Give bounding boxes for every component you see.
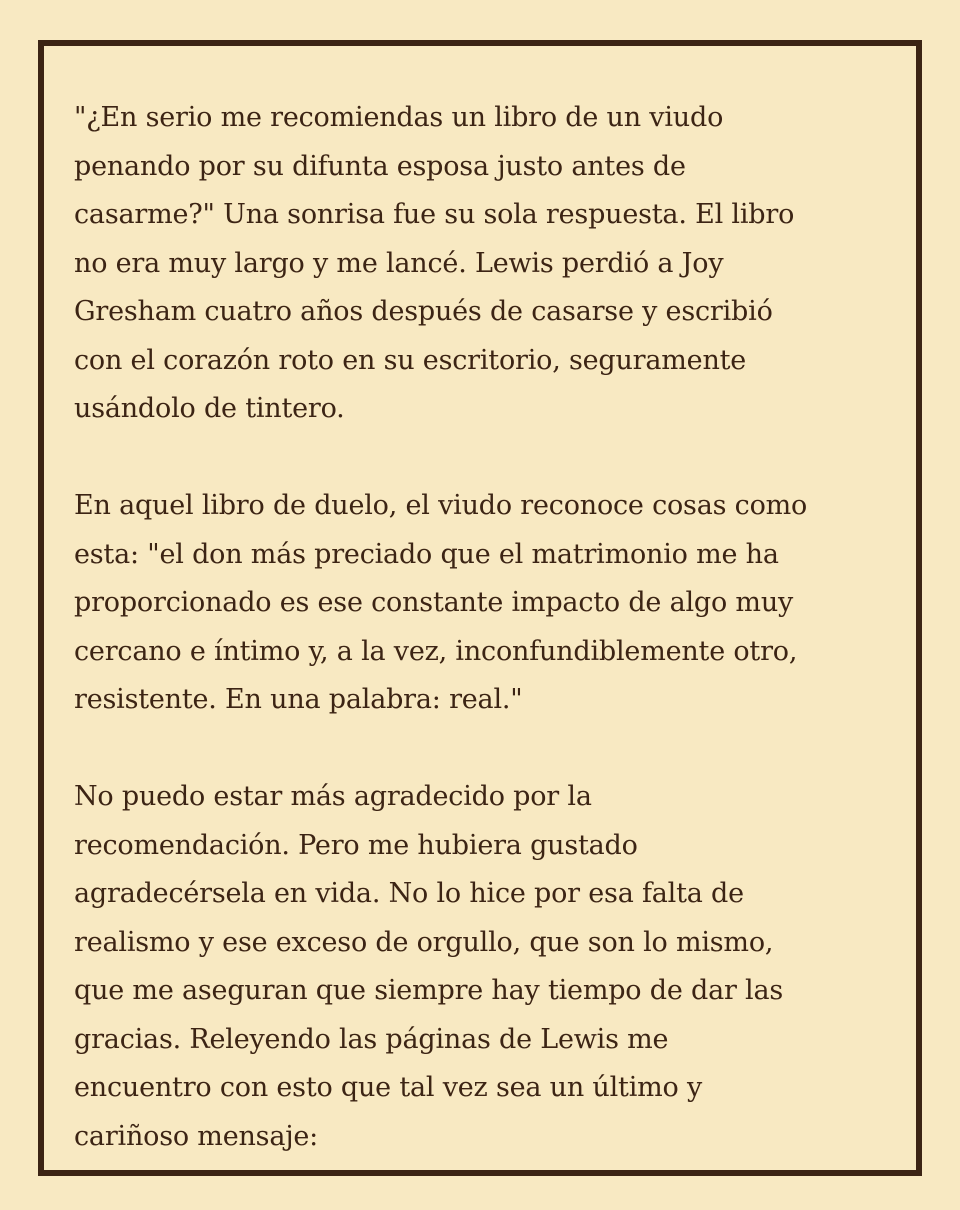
text-line: con el corazón roto en su escritorio, seguramente — [74, 344, 747, 376]
text-line: No puedo estar más agradecido por la — [74, 781, 592, 812]
text-line: cariñoso mensaje: — [74, 1120, 319, 1152]
text-line: esta: "el don más preciado que el matrimonio me ha — [74, 538, 779, 570]
paragraph-1 — [74, 94, 904, 434]
text-line: En aquel libro de duelo, el viudo reconoce cosas como — [74, 490, 808, 521]
text-line: "¿En serio me recomiendas un libro de un viudo — [74, 102, 724, 133]
text-line: casarme?" Una sonrisa fue su sola respuesta. El libro — [74, 199, 795, 230]
text-line: Gresham cuatro años después de casarse y escribió — [74, 296, 773, 327]
text-line: no era muy largo y me lancé. Lewis perdió a Joy — [74, 247, 724, 279]
text-line: resistente. En una palabra: real." — [74, 684, 523, 715]
text-line: realismo y ese exceso de orgullo, que son lo mismo, — [74, 926, 774, 958]
text-line: recomendación. Pero me hubiera gustado — [74, 829, 638, 861]
text-body — [74, 94, 904, 1210]
text-line: que me aseguran que siempre hay tiempo de dar las — [74, 975, 784, 1006]
text-line: penando por su difunta esposa justo antes de — [74, 150, 686, 182]
text-line: encuentro con esto que tal vez sea un último y — [74, 1072, 703, 1103]
text-line: agradecérsela en vida. No lo hice por esa falta de — [74, 878, 744, 909]
paragraph-3 — [74, 773, 904, 1161]
paragraph-2 — [74, 482, 904, 725]
text-line: gracias. Releyendo las páginas de Lewis me — [74, 1023, 669, 1055]
text-line: usándolo de tintero. — [74, 393, 345, 424]
page-frame — [38, 40, 922, 1176]
text-line: cercano e íntimo y, a la vez, inconfundiblemente otro, — [74, 635, 798, 667]
text-line: proporcionado es ese constante impacto de algo muy — [74, 587, 794, 618]
